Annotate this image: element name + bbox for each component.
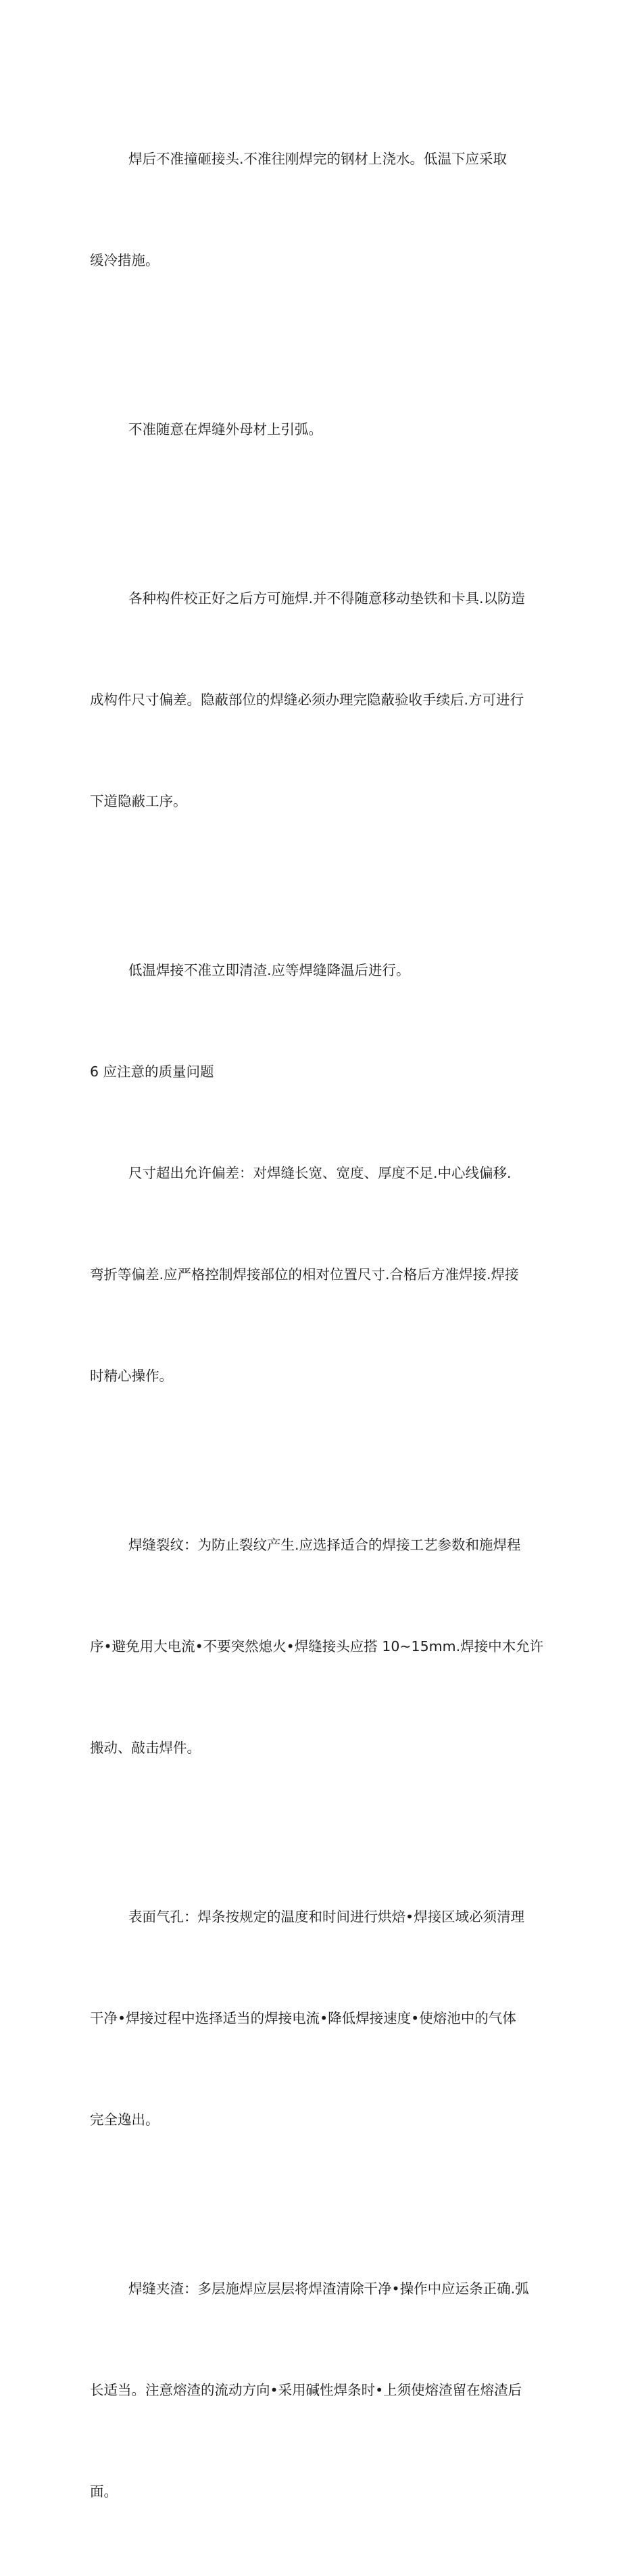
text-line: 缓冷措施。 bbox=[90, 252, 159, 268]
section-heading: 6 应注意的质量问题 bbox=[90, 1064, 214, 1080]
text-line: 搬动、敲击焊件。 bbox=[90, 1740, 201, 1756]
text-line: 时精心操作。 bbox=[90, 1368, 173, 1384]
text-line: 焊后不准撞砸接头.不准往刚焊完的钢材上浇水。低温下应采取 bbox=[128, 151, 508, 167]
text-line: 长适当。注意熔渣的流动方向•采用碱性焊条时•上须使熔渣留在熔渣后 bbox=[90, 2382, 522, 2398]
text-line: 弯折等偏差.应严格控制焊接部位的相对位置尺寸.合格后方准焊接.焊接 bbox=[90, 1266, 519, 1283]
paragraph-weld-cracks bbox=[90, 1460, 563, 1832]
paragraph-low-temp-slag bbox=[90, 886, 563, 1055]
text-line: 成构件尺寸偏差。隐蔽部位的焊缝必须办理完隐蔽验收手续后.方可进行 bbox=[90, 692, 524, 708]
text-line: 尺寸超出允许偏差：对焊缝长宽、宽度、厚度不足.中心线偏移. bbox=[128, 1165, 512, 1181]
paragraph-component-correction bbox=[90, 514, 563, 886]
text-line: 表面气孔：焊条按规定的温度和时间进行烘焙•焊接区域必须清理 bbox=[128, 1909, 525, 1925]
text-line: 面。 bbox=[90, 2483, 118, 2500]
text-line: 不准随意在焊缝外母材上引弧。 bbox=[128, 421, 322, 437]
text-line: 各种构件校正好之后方可施焊.并不得随意移动垫铁和卡具.以防造 bbox=[128, 590, 526, 606]
text-line: 序•避免用大电流•不要突然熄火•焊缝接头应搭 10~15mm.焊接中木允许 bbox=[90, 1638, 544, 1654]
paragraph-arc-strike bbox=[90, 345, 563, 514]
paragraph-slag-inclusion bbox=[90, 2204, 563, 2576]
text-line: 低温焊接不准立即清渣.应等焊缝降温后进行。 bbox=[128, 962, 410, 978]
paragraph-dimension-deviation bbox=[90, 1089, 563, 1460]
text-line: 干净•焊接过程中选择适当的焊接电流•降低焊接速度•使熔池中的气体 bbox=[90, 2010, 516, 2026]
text-line: 完全逸出。 bbox=[90, 2112, 159, 2128]
text-line: 焊缝夹渣：多层施焊应层层将焊渣清除干净•操作中应运条正确.弧 bbox=[128, 2281, 529, 2297]
paragraph-post-weld bbox=[90, 74, 563, 345]
paragraph-surface-porosity bbox=[90, 1832, 563, 2204]
text-line: 下道隐蔽工序。 bbox=[90, 793, 187, 809]
text-line: 焊缝裂纹：为防止裂纹产生.应选择适合的焊接工艺参数和施焊程 bbox=[128, 1537, 521, 1553]
document-body bbox=[90, 74, 563, 2576]
